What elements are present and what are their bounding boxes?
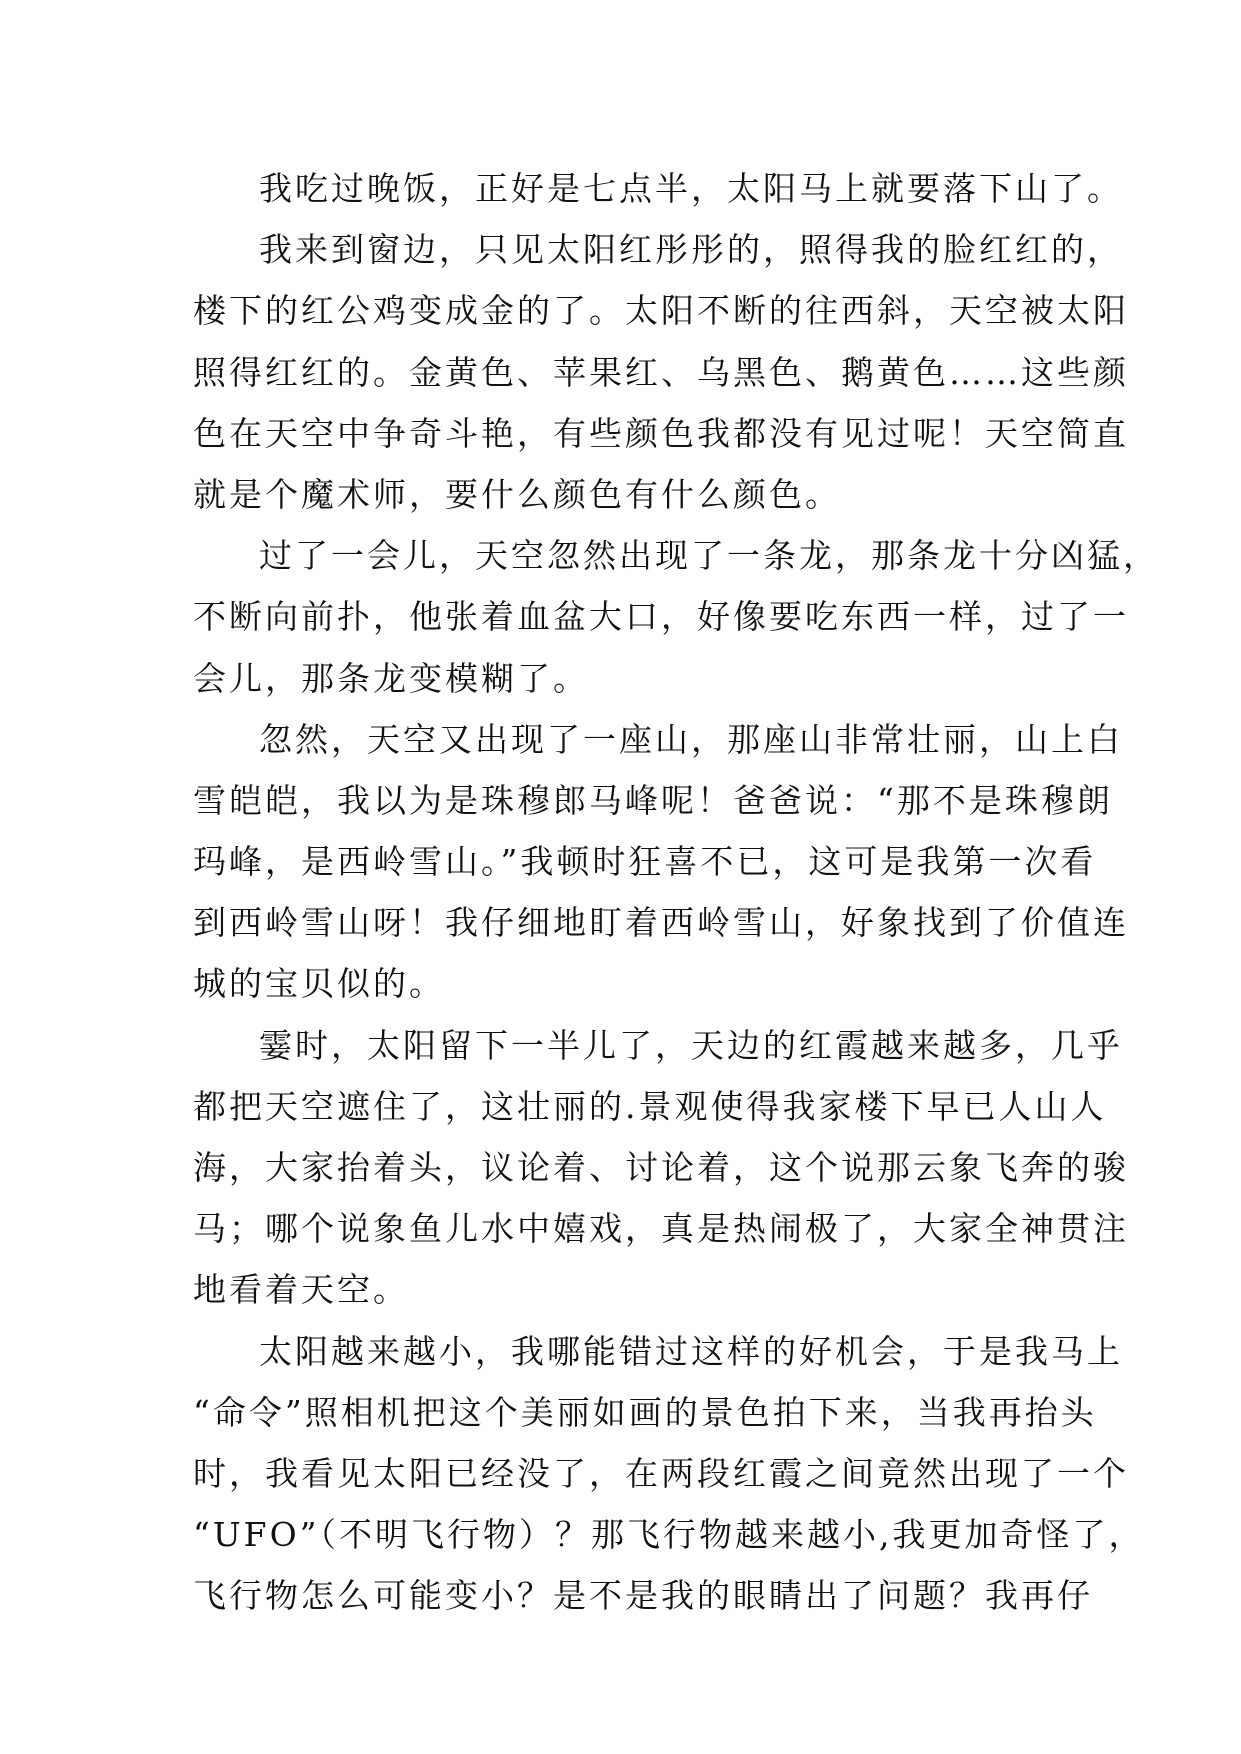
text-line: 海，大家抬着头，议论着、讨论着，这个说那云象飞奔的骏: [193, 1148, 1129, 1187]
text-line: 雪皑皑，我以为是珠穆郎马峰呢！爸爸说：“那不是珠穆朗: [193, 780, 1113, 820]
text-line: “命令”照相机把这个美丽如画的景色拍下来，当我再抬头: [193, 1392, 1097, 1432]
document-body: [193, 158, 1159, 1627]
text-line: 我来到窗边，只见太阳红彤彤的，照得我的脸红红的，: [259, 230, 1123, 270]
text-line: 过了一会儿，天空忽然出现了一条龙，那条龙十分凶猛，: [259, 536, 1159, 576]
text-line: 楼下的红公鸡变成金的了。太阳不断的往西斜，天空被太阳: [193, 291, 1129, 331]
text-line: 不断向前扑，他张着血盆大口，好像要吃东西一样，过了一: [193, 597, 1129, 637]
text-line: 地看着天空。: [193, 1270, 409, 1310]
text-line: 忽然，天空又出现了一座山，那座山非常壮丽，山上白: [259, 719, 1123, 759]
text-line: 会儿，那条龙变模糊了。: [193, 658, 589, 698]
text-line: 马；哪个说象鱼儿水中嬉戏，真是热闹极了，大家全神贯注: [193, 1209, 1129, 1249]
paragraph-1: [193, 158, 1123, 219]
text-line: 太阳越来越小，我哪能错过这样的好机会，于是我马上: [259, 1331, 1123, 1371]
text-line: 飞行物怎么可能变小？是不是我的眼睛出了问题？我再仔: [193, 1576, 1093, 1616]
text-line: “UFO”（不明飞行物）？那飞行物越来越小,我更加奇怪了，: [193, 1515, 1145, 1555]
text-line: 就是个魔术师，要什么颜色有什么颜色。: [193, 474, 841, 514]
paragraph-6: [193, 1321, 1145, 1627]
paragraph-2: [193, 219, 1129, 525]
paragraph-5: [193, 1015, 1129, 1321]
text-line: 城的宝贝似的。: [193, 964, 445, 1004]
text-line: 玛峰，是西岭雪山。”我顿时狂喜不已，这可是我第一次看: [193, 842, 1097, 882]
text-line: 照得红红的。金黄色、苹果红、乌黑色、鹅黄色……这些颜: [193, 352, 1129, 392]
text-line: 到西岭雪山呀！我仔细地盯着西岭雪山，好象找到了价值连: [193, 903, 1129, 943]
paragraph-3: [193, 525, 1159, 709]
text-line: 时，我看见太阳已经没了，在两段红霞之间竟然出现了一个: [193, 1453, 1129, 1493]
text-line: 色在天空中争奇斗艳，有些颜色我都没有见过呢！天空简直: [193, 413, 1129, 453]
text-line: 霎时，太阳留下一半儿了，天边的红霞越来越多，几乎: [259, 1025, 1123, 1065]
text-line: 我吃过晚饭，正好是七点半，太阳马上就要落下山了。: [259, 169, 1123, 208]
paragraph-4: [193, 709, 1129, 1015]
text-line: 都把天空遮住了，这壮丽的.景观使得我家楼下早已人山人: [193, 1086, 1107, 1126]
